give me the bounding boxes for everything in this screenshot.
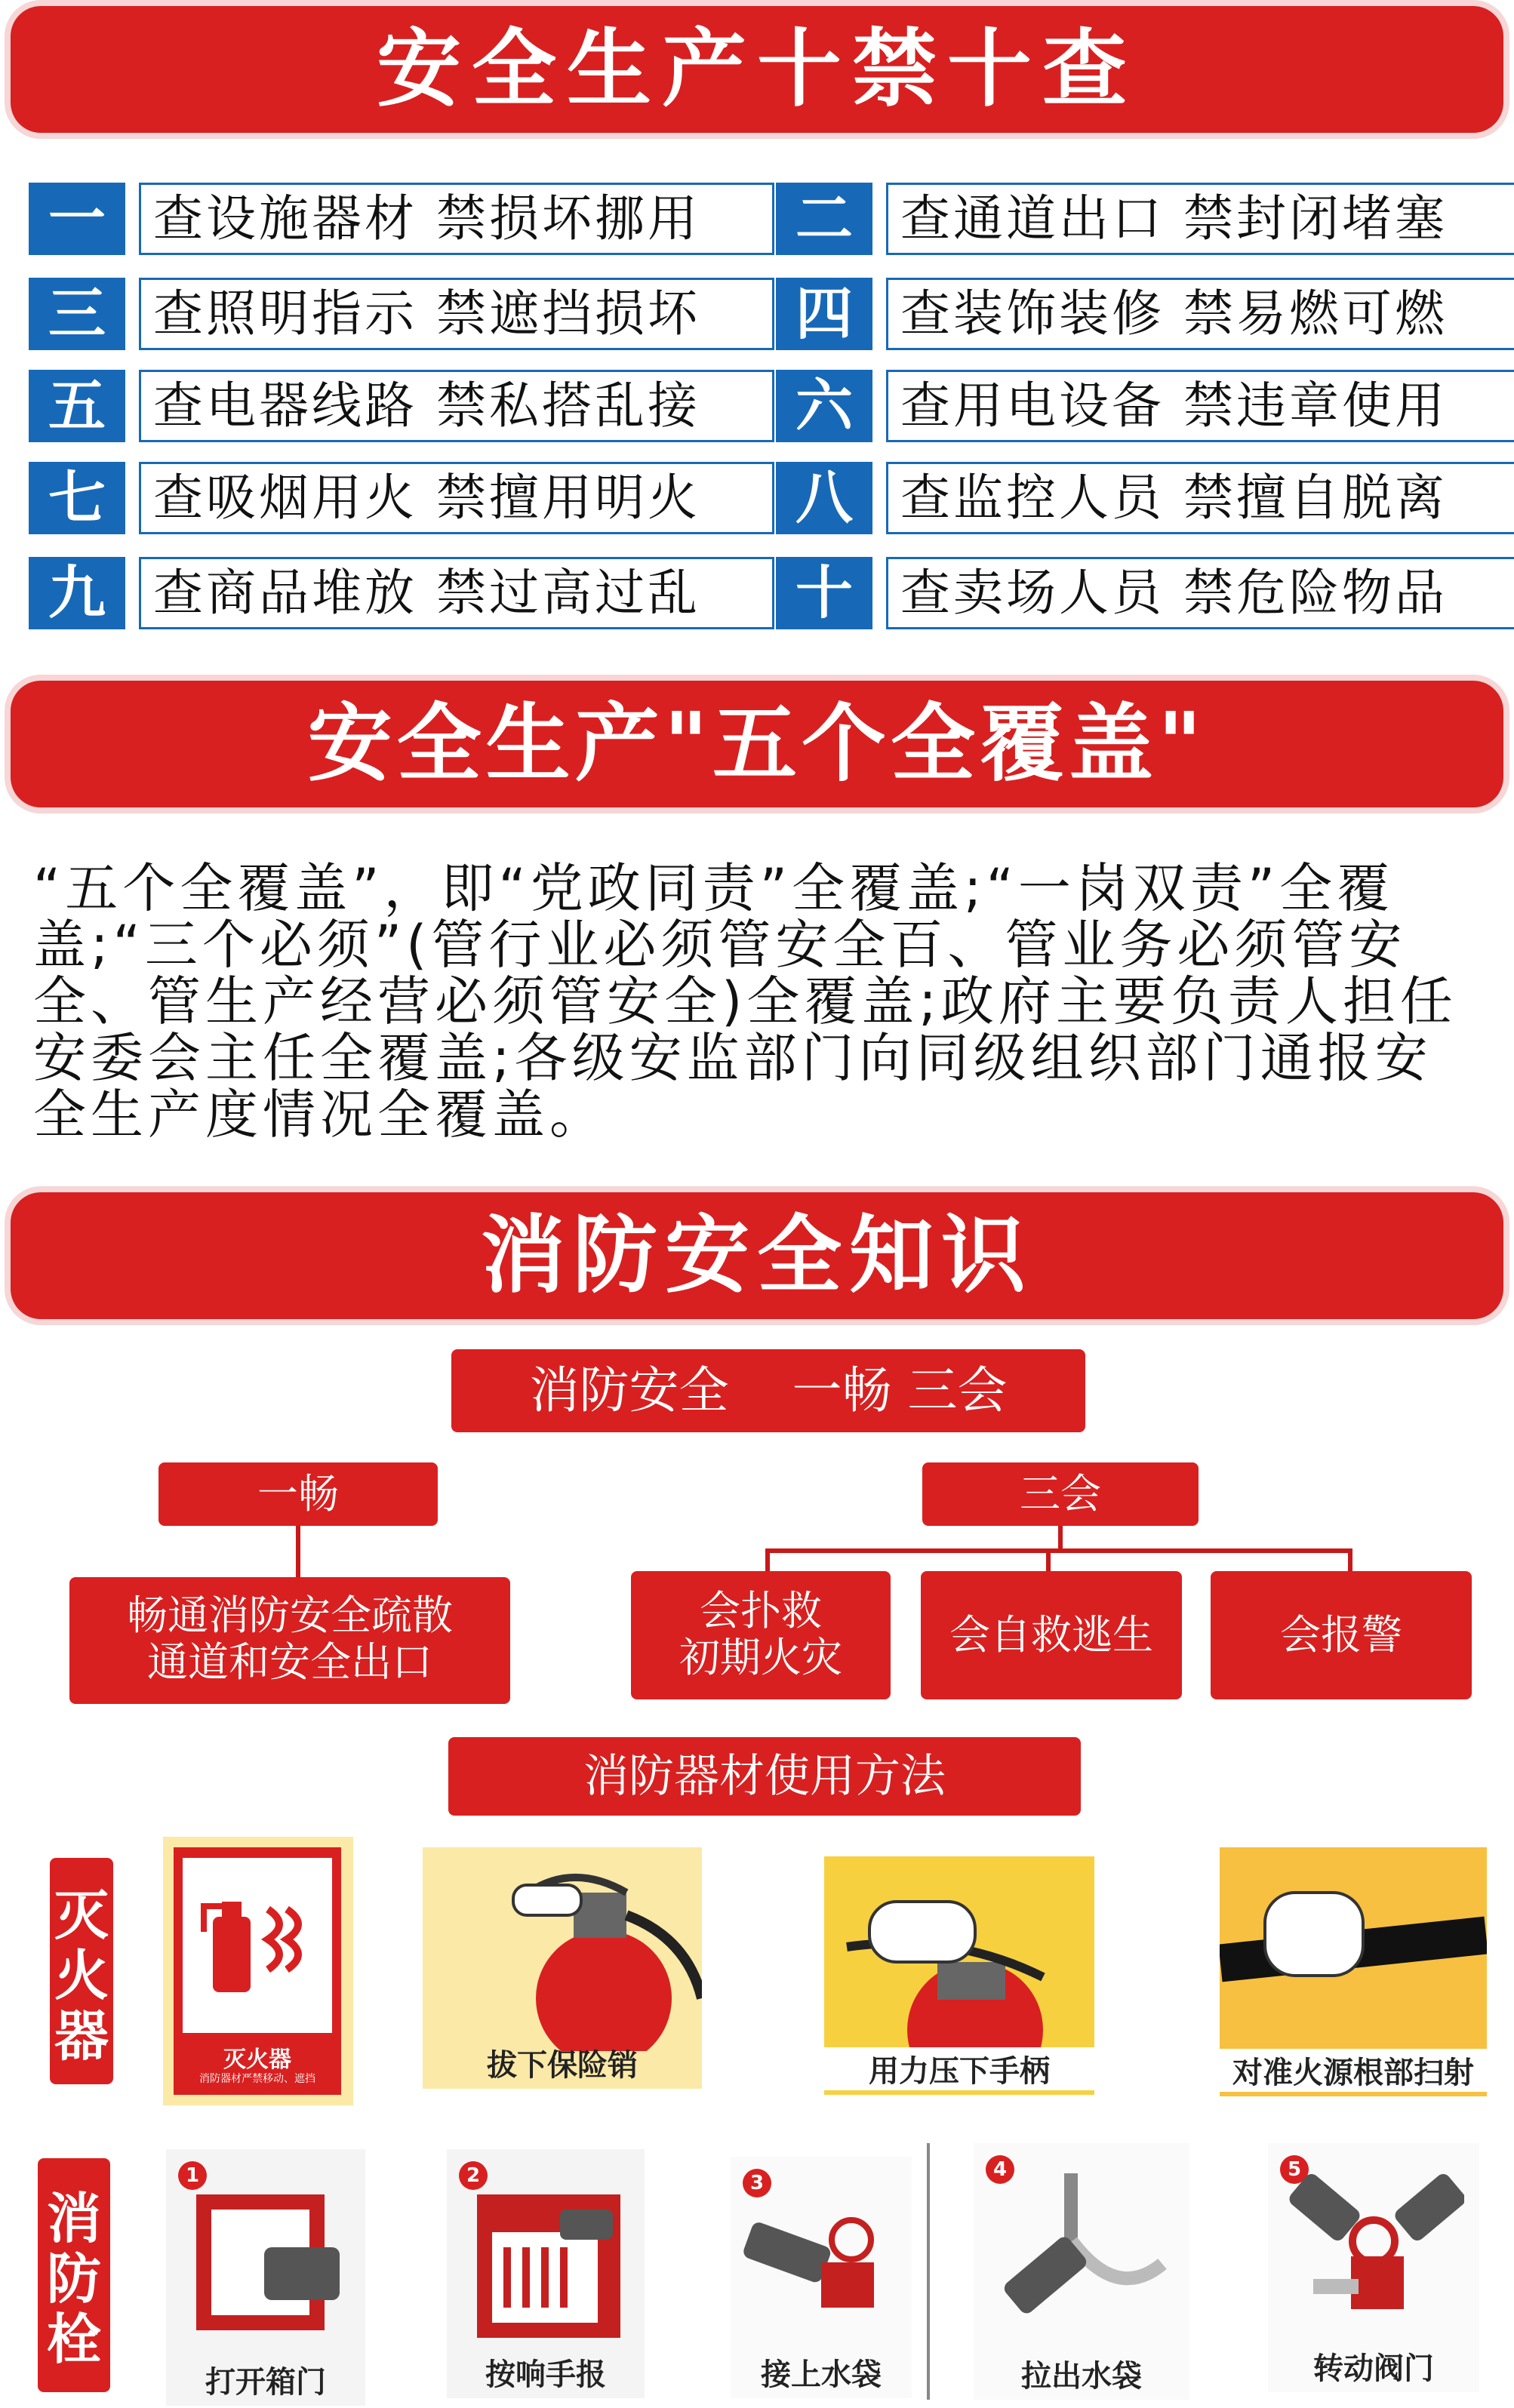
step-number: 4 bbox=[986, 2155, 1014, 2184]
open-cabinet-illustration-icon bbox=[181, 2179, 355, 2353]
pull-hose-illustration-icon bbox=[989, 2166, 1177, 2347]
sign-note: 消防器材严禁移动、遮挡 bbox=[199, 2073, 315, 2085]
extinguisher-label: 灭 火 器 bbox=[50, 1858, 113, 2084]
aim-nozzle-illustration-icon bbox=[1220, 1847, 1487, 2051]
step-connect-hose bbox=[731, 2157, 912, 2398]
hydrant-alarm-illustration-icon bbox=[462, 2179, 635, 2353]
rule-text: 查设施器材 禁损坏挪用 bbox=[139, 183, 774, 255]
rule-number: 二 bbox=[776, 183, 872, 255]
step-caption: 转动阀门 bbox=[1313, 2351, 1434, 2386]
sign-text: 灭火器 bbox=[223, 2047, 291, 2073]
step-number: 5 bbox=[1280, 2155, 1309, 2184]
diagram-root: 消防安全 一畅 三会 bbox=[451, 1349, 1085, 1432]
rule-text: 查监控人员 禁擅自脱离 bbox=[886, 462, 1514, 534]
step-caption: 按响手报 bbox=[485, 2357, 606, 2392]
connector-line bbox=[1058, 1526, 1063, 1552]
rule-text: 查通道出口 禁封闭堵塞 bbox=[886, 183, 1514, 255]
diagram-leaf-alarm: 会报警 bbox=[1211, 1571, 1472, 1699]
diagram-leaf-fight-fire: 会扑救 初期火灾 bbox=[631, 1571, 891, 1699]
rule-text: 查卖场人员 禁危险物品 bbox=[886, 557, 1514, 629]
connector-line bbox=[765, 1548, 1352, 1553]
step-aim-base bbox=[1220, 1847, 1487, 2096]
rule-text: 查电器线路 禁私搭乱接 bbox=[139, 370, 774, 442]
divider bbox=[927, 2143, 930, 2400]
section-title-fire-safety: 消防安全知识 bbox=[11, 1192, 1503, 1319]
diagram-leaf-self-rescue: 会自救逃生 bbox=[921, 1571, 1182, 1699]
step-press-alarm bbox=[447, 2149, 645, 2398]
rule-number: 三 bbox=[29, 278, 125, 350]
connect-hose-illustration-icon bbox=[738, 2187, 904, 2353]
press-handle-illustration-icon bbox=[824, 1856, 1094, 2060]
step-open-door bbox=[166, 2149, 365, 2406]
step-number: 2 bbox=[459, 2161, 488, 2190]
step-caption: 拔下保险销 bbox=[487, 2048, 638, 2083]
step-caption: 用力压下手柄 bbox=[824, 2047, 1094, 2090]
rule-text: 查照明指示 禁遮挡损坏 bbox=[139, 278, 774, 350]
hydrant-label: 消 防 栓 bbox=[38, 2158, 110, 2392]
pull-pin-illustration-icon bbox=[423, 1847, 702, 2051]
step-caption: 对准火源根部扫射 bbox=[1220, 2049, 1487, 2092]
rule-number: 一 bbox=[29, 183, 125, 255]
rule-text: 查吸烟用火 禁擅用明火 bbox=[139, 462, 774, 534]
step-pull-pin bbox=[423, 1847, 702, 2089]
section-title-five-coverage: 安全生产"五个全覆盖" bbox=[11, 681, 1503, 807]
rule-number: 六 bbox=[776, 370, 872, 442]
step-caption: 接上水袋 bbox=[761, 2357, 882, 2392]
step-number: 3 bbox=[743, 2169, 771, 2197]
rule-number: 五 bbox=[29, 370, 125, 442]
rule-number: 七 bbox=[29, 462, 125, 534]
step-caption: 打开箱门 bbox=[205, 2365, 326, 2400]
coverage-paragraph: “五个全覆盖”，即“党政同责”全覆盖;“一岗双责”全覆盖;“三个必须”(管行业必须管安全百、管业务必须管安全、管生产经营必须管安全)全覆盖;政府主要负责人担任安委会主任全覆盖;各级安监部门向同级组织部门通报安全生产度情况全覆盖。 bbox=[33, 857, 1457, 1146]
step-turn-valve bbox=[1268, 2143, 1479, 2392]
step-caption: 拉出水袋 bbox=[1021, 2359, 1142, 2394]
section-title-ten-prohibitions: 安全生产十禁十查 bbox=[11, 6, 1503, 133]
rule-text: 查用电设备 禁违章使用 bbox=[886, 370, 1514, 442]
diagram-leaf-evacuation: 畅通消防安全疏散 通道和安全出口 bbox=[69, 1577, 510, 1704]
rule-number: 九 bbox=[29, 557, 125, 629]
step-pull-hose bbox=[974, 2143, 1189, 2400]
extinguisher-sign bbox=[163, 1837, 353, 2105]
rule-text: 查商品堆放 禁过高过乱 bbox=[139, 557, 774, 629]
step-press-handle bbox=[824, 1856, 1094, 2095]
connector-line bbox=[296, 1526, 300, 1579]
rule-text: 查装饰装修 禁易燃可燃 bbox=[886, 278, 1514, 350]
rule-number: 四 bbox=[776, 278, 872, 350]
equipment-title: 消防器材使用方法 bbox=[448, 1737, 1081, 1816]
fire-extinguisher-icon bbox=[196, 1887, 325, 2000]
turn-valve-illustration-icon bbox=[1283, 2166, 1464, 2347]
step-number: 1 bbox=[178, 2161, 207, 2190]
diagram-node-yichang: 一畅 bbox=[158, 1462, 438, 1526]
rule-number: 十 bbox=[776, 557, 872, 629]
diagram-node-sanhui: 三会 bbox=[922, 1462, 1199, 1526]
rule-number: 八 bbox=[776, 462, 872, 534]
